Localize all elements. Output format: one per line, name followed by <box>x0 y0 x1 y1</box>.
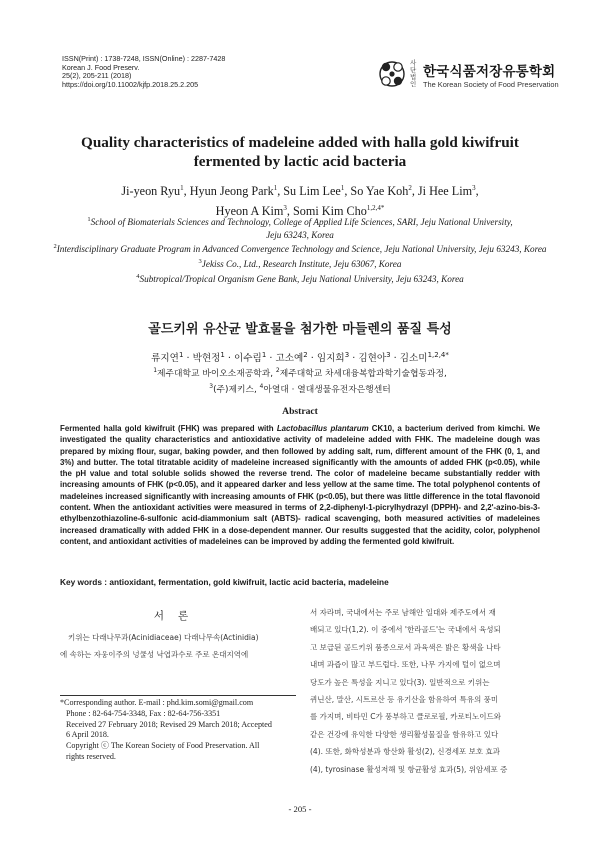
author-name: Hyeon A Kim <box>215 203 284 218</box>
keywords-text: antioxidant, fermentation, gold kiwifruit, lactic acid bacteria, madeleine <box>109 577 389 587</box>
author-sup: 1,2,4* <box>366 203 385 212</box>
author-name: Ji-yeon Ryu <box>121 184 181 199</box>
body-line: 당도가 높은 특성을 지니고 있다(3). 일반적으로 키위는 <box>310 677 490 687</box>
issn-line: ISSN(Print) : 1738-7248, ISSN(Online) : 2287-7428 <box>62 54 226 63</box>
society-name-ko: 한국식품저장유통학회 <box>423 63 556 80</box>
body-line: 퀴닌산, 말산, 시트르산 등 유기산을 함유하여 특유의 풍미 <box>310 695 499 705</box>
affiliation-3: $^3$Jekiss Co., Ltd., Research Institute, Jeju 63067, Korea <box>198 257 402 269</box>
footnote-line: rights reserved. <box>66 751 116 761</box>
author-name: Ji Hee Lim <box>417 184 473 199</box>
journal-name: Korean J. Food Preserv. <box>62 62 140 72</box>
korean-title: 골드키위 유산균 발효물을 첨가한 마들렌의 품질 특성 <box>148 322 452 337</box>
keywords <box>60 577 540 587</box>
left-column <box>60 608 296 664</box>
abstract-heading: Abstract <box>282 406 318 417</box>
affiliation-2: $^2$Interdisciplinary Graduate Program in Advanced Convergence Technology and Science, Jeju National University, Jeju 63243, Korea <box>53 243 547 255</box>
author-sup: 1 <box>180 184 184 192</box>
footnote-line: Received 27 February 2018; Revised 29 March 2018; Accepted <box>66 719 272 729</box>
intro-text-right <box>310 604 546 778</box>
title-line-1: Quality characteristics of madeleine added with halla gold kiwifruit <box>81 134 519 151</box>
body-line: 배되고 있다(1,2). 이 중에서 '한라골드'는 국내에서 육성되 <box>310 625 501 635</box>
doi-link[interactable]: https://doi.org/10.11002/kjfp.2018.25.2.205 <box>62 79 199 89</box>
paper-title <box>40 133 560 171</box>
footnote <box>60 695 296 763</box>
affiliation-1: $^1$School of Biomaterials Sciences and Technology, College of Applied Life Sciences, SARI, Jeju National University, <box>87 216 513 228</box>
body-line: (4), tyrosinase 활성저해 및 항균활성 효과(5), 위암세포 증 <box>310 764 508 774</box>
author-list: Ji-yeon Ryu$^1$, Hyun Jeong Park$^1$, Su Lim Lee$^1$, So Yae Koh$^2$, Ji Hee Lim$^3$, Hyeon A Kim$^3$, Somi Kim Cho$^{1,2,4*}$ <box>121 184 479 218</box>
society-small-label: 사단 법인 <box>410 59 417 88</box>
author-name: Hyun Jeong Park <box>189 184 274 199</box>
body-line: 고 보급된 골드키위 품종으로서 과육색은 밝은 황색을 나타 <box>310 642 501 652</box>
body-line: 를 가지며, 비타민 C가 풍부하고 클로로필, 카로티노이드와 <box>310 712 501 722</box>
body-line: 에 속하는 자웅이주의 넝쿨성 낙엽과수로 주로 온대지역에 <box>60 650 249 660</box>
affiliations <box>40 214 560 285</box>
volume-line: 25(2), 205-211 (2018) <box>62 71 132 81</box>
korean-author-list: 류지연$^1$ · 박현정$^1$ · 이수림$^1$ · 고소예$^2$ · 임지희$^3$ · 김현아$^3$ · 김소미$^{1,2,4*}$ <box>151 350 449 364</box>
footnote-line: Copyright ⓒ The Korean Society of Food Preservation. All <box>66 741 260 751</box>
abstract-body: Fermented halla gold kiwifruit (FHK) was prepared with Lactobacillus plantarum CK10, a bacterium derived from kimchi. We investigated the quality characteristics and antioxidative activity of madeleine added with FHK. The madeleine dough was prepared by mixing flour, sugar, baking powder, and then followed by adding salt, rum, different amount of the FHK (0, 1, and 3%) and butter. The total titratable acidity of madeleine increased significantly with the amounts of added FHK (p<0.05), while the pH value and total soluble solids showed the reverse trend. The color of madeleine became substantially redder with increasing amounts of FHK (p<0.05), and it appeared darker and less yellow at the same time. The total polyphenol contents of madeleines increased significantly with increasing amounts of FHK (p<0.05), but there was little difference in the total flavonoid content. When the antioxidant activities were measured in terms of 2,2-diphenyl-1-picrylhydrazyl (DPPH)- and 2,2'-azino-bis-3-ethylbenzothiazoline-6-sulfonic acid-diammonium salt (ABTS)- radical scavenging, both measured activities of madeleines increased dramatically with added FHK in a dose-dependent manner. Our results suggested that the acidity, color, polyphenol content, and antioxidant activities of madeleines can be improved by adding the fermented gold kiwifruit. <box>60 424 540 546</box>
body-line: 키위는 다래나무과(Acinidiaceae) 다래나무속(Actinidia) <box>68 633 259 642</box>
society-name-en: The Korean Society of Food Preservation <box>423 79 559 89</box>
page-number: - 205 - <box>288 804 312 814</box>
footnote-line: *Corresponding author. E-mail : phd.kim.somi@gmail.com <box>60 698 254 707</box>
intro-text-left <box>60 629 296 664</box>
author-name: Somi Kim Cho <box>292 203 367 218</box>
body-line: 서 자라며, 국내에서는 주로 남해안 일대와 제주도에서 재 <box>310 608 496 617</box>
footnote-line: 6 April 2018. <box>66 730 109 740</box>
korean-affiliation-line-2: $^3$(주)제키스, $^4$아열대 · 열대생물유전자은행센터 <box>209 382 391 395</box>
affiliation-4: $^4$Subtropical/Tropical Organism Gene Bank, Jeju National University, Jeju 63243, Korea <box>136 272 464 284</box>
body-line: (4). 또한, 화학성분과 항산화 활성(2), 신경세포 보호 효과 <box>310 747 500 757</box>
author-name: Su Lim Lee <box>283 184 341 199</box>
journal-header <box>62 55 225 89</box>
author-sup: 2 <box>408 184 412 192</box>
korean-affiliation-line-1: $^1$제주대학교 바이오소재공학과, $^2$제주대학교 차세대융복합과학기술협동과정, <box>153 367 447 379</box>
korean-affiliations <box>40 365 560 396</box>
society-logo <box>376 58 559 90</box>
author-sup: 1 <box>273 184 278 192</box>
right-column <box>310 608 546 778</box>
affiliation-1-cont: Jeju 63243, Korea <box>266 229 334 240</box>
title-line-2: fermented by lactic acid bacteria <box>193 153 407 170</box>
section-heading-introduction: 서론 <box>153 610 203 622</box>
footnote-line: Phone : 82-64-754-3348, Fax : 82-64-756-3351 <box>66 708 221 718</box>
species-name: Lactobacillus plantarum <box>276 424 369 433</box>
body-line: 같은 건강에 유익한 다양한 생리활성물질을 함유하고 있다 <box>310 729 499 739</box>
society-emblem-icon <box>376 58 408 90</box>
author-sup: 3 <box>283 203 287 212</box>
author-sup: 3 <box>472 184 476 192</box>
author-name: So Yae Koh <box>350 184 409 199</box>
author-sup: 1 <box>340 184 345 192</box>
keywords-label: Key words : <box>60 577 110 587</box>
body-line: 내며 과즙이 많고 부드럽다. 또한, 나무 가지에 털이 없으며 <box>310 660 501 670</box>
